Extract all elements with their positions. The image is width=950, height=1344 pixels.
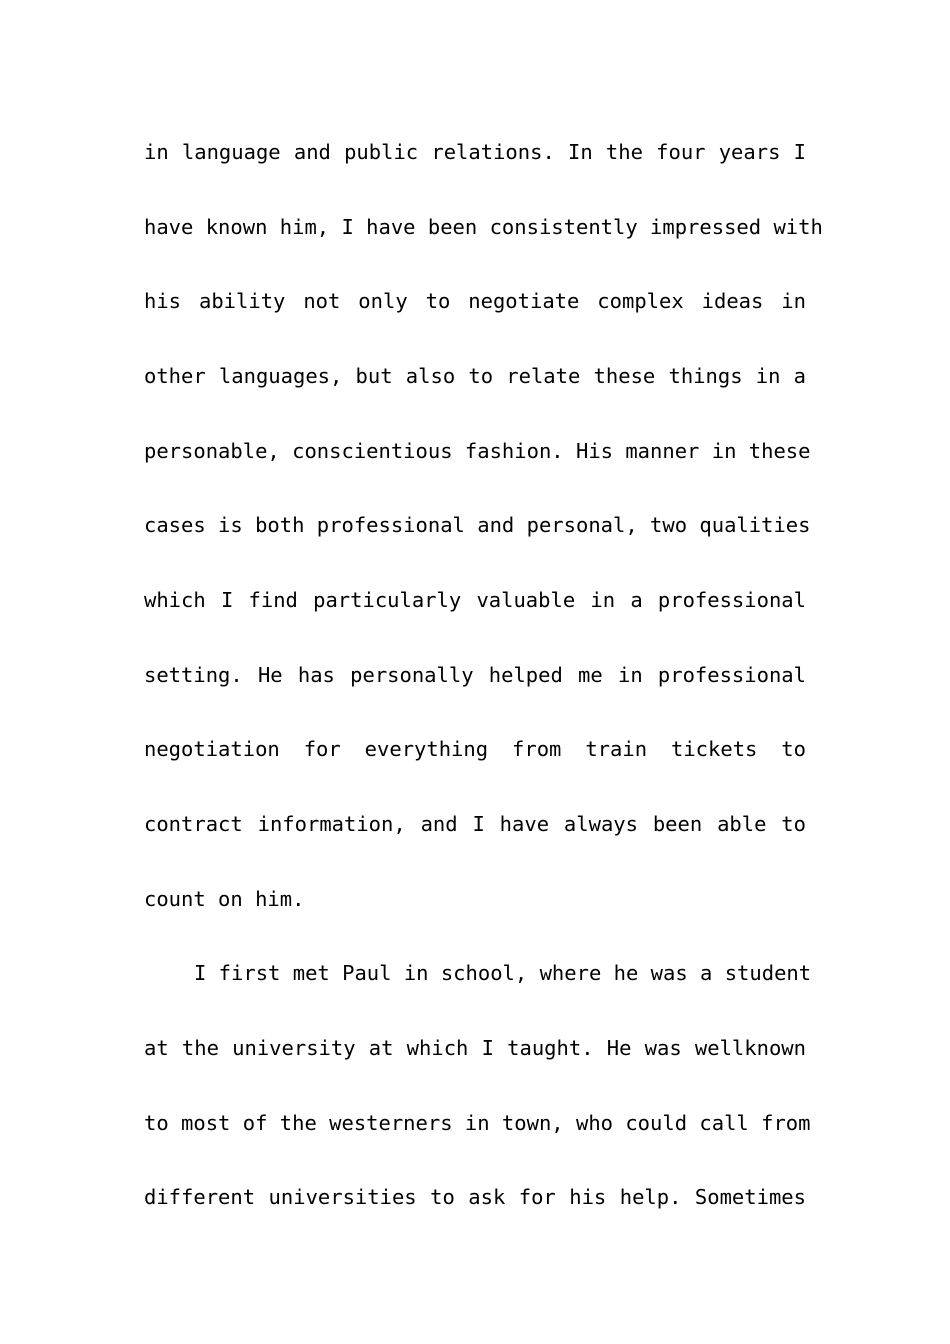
paragraph-end-line: count on him.: [144, 887, 305, 911]
text-line: to most of the westerners in town, who could call from: [144, 1111, 811, 1135]
text-line: other languages, but also to relate these things in a: [144, 364, 806, 388]
text-line: different universities to ask for his help. Sometimes: [144, 1185, 806, 1209]
text-line: cases is both professional and personal, two qualities: [144, 513, 811, 537]
text-line: in language and public relations. In the four years I: [144, 140, 806, 164]
text-line: setting. He has personally helped me in professional: [144, 663, 806, 687]
text-line: which I find particularly valuable in a professional: [144, 588, 806, 612]
text-line: contract information, and I have always been able to: [144, 812, 806, 836]
text-line: have known him, I have been consistently impressed with: [144, 215, 823, 239]
text-line: his ability not only to negotiate complex ideas in: [144, 289, 806, 313]
text-line: at the university at which I taught. He was wellknown: [144, 1036, 806, 1060]
text-line: personable, conscientious fashion. His manner in these: [144, 439, 811, 463]
paragraph-start-line: I first met Paul in school, where he was a student: [194, 961, 812, 985]
text-line: negotiation for everything from train tickets to: [144, 737, 806, 761]
